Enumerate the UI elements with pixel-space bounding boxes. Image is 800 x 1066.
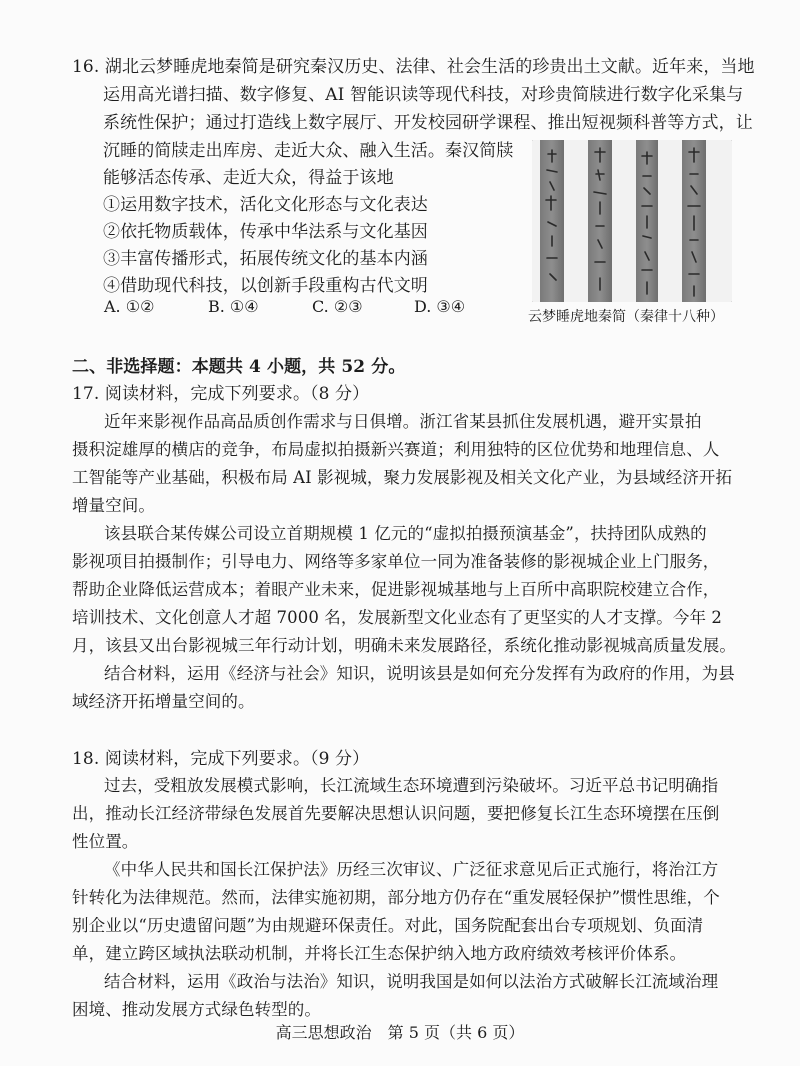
q17-line-2: 摄积淀雄厚的横店的竞争，布局虚拟拍摄新兴赛道；利用独特的区位优势和地理信息、人: [72, 440, 720, 459]
q16-line-3: 系统性保护；通过打造线上数字展厅、开发校园研学课程、推出短视频科普等方式，让: [103, 113, 753, 133]
page-footer: 高三思想政治 第 5 页（共 6 页）: [275, 1023, 525, 1042]
option-c: C. ②③: [312, 297, 363, 316]
q17-line-6: 影视项目拍摄制作；引导电力、网络等多家单位一同为准备装修的影视城企业上门服务，: [72, 552, 720, 571]
q16-options: [104, 297, 465, 316]
q16-line-1: 16. 湖北云梦睡虎地秦简是研究秦汉历史、法律、社会生活的珍贵出土文献。近年来，当地: [72, 57, 755, 77]
q17-line-5: 该县联合某传媒公司设立首期规模 1 亿元的“虚拟拍摄预演基金”，扶持团队成熟的: [104, 524, 707, 543]
q18-line-3: 性位置。: [72, 832, 139, 851]
q17-line-11: 域经济开拓增量空间的。: [72, 692, 255, 711]
q18-line-7: 单，建立跨区域执法联动机制，并将长江生态保护纳入地方政府绩效考核评价体系。: [72, 944, 687, 963]
q16-statement-4: ④借助现代科技，以创新手段重构古代文明: [103, 276, 428, 296]
q16-line-5: 能够活态传承、走近大众，得益于该地: [103, 168, 394, 188]
q16-line-4: 沉睡的简牍走出库房、走近大众、融入生活。秦汉简牍: [103, 141, 514, 161]
q16-line-2: 运用高光谱扫描、数字修复、AI 智能识读等现代科技，对珍贵简牍进行数字化采集与: [103, 85, 744, 105]
q17-line-7: 帮助企业降低运营成本；着眼产业未来，促进影视城基地与上百所中高职院校建立合作，: [72, 580, 720, 599]
q17-line-1: 近年来影视作品高品质创作需求与日俱增。浙江省某县抓住发展机遇，避开实景拍: [104, 412, 702, 431]
q16-statement-1: ①运用数字技术，活化文化形态与文化表达: [103, 195, 428, 215]
q18-line-5: 针转化为法律规范。然而，法律实施初期，部分地方仍存在“重发展轻保护”惯性思维，个: [72, 888, 720, 907]
q18-line-4: 《中华人民共和国长江保护法》历经三次审议、广泛征求意见后正式施行，将治江方: [104, 860, 719, 879]
q17-line-9: 月，该县又出台影视城三年行动计划，明确未来发展路径，系统化推动影视城高质量发展。: [72, 636, 736, 655]
q18-line-8: 结合材料，运用《政治与法治》知识，说明我国是如何以法治方式破解长江流域治理: [104, 972, 719, 991]
q18-line-9: 困境、推动发展方式绿色转型的。: [72, 1000, 321, 1019]
photo-caption: 云梦睡虎地秦简（秦律十八种）: [528, 309, 724, 325]
q18-line-6: 别企业以“历史遗留问题”为由规避环保责任。对此，国务院配套出台专项规划、负面清: [72, 916, 704, 935]
bamboo-slips-photo: [532, 140, 732, 302]
q18-title: 18. 阅读材料，完成下列要求。（9 分）: [72, 749, 370, 769]
q16-statement-2: ②依托物质载体，传承中华法系与文化基因: [103, 222, 428, 242]
section-heading: 二、非选择题：本题共 4 小题，共 52 分。: [72, 357, 406, 377]
q18-line-2: 出，推动长江经济带绿色发展首先要解决思想认识问题，要把修复长江生态环境摆在压倒: [72, 804, 720, 823]
q17-line-4: 增量空间。: [72, 496, 155, 515]
q16-statement-3: ③丰富传播形式，拓展传统文化的基本内涵: [103, 249, 428, 269]
option-a: A. ①②: [104, 297, 155, 316]
q17-line-3: 工智能等产业基础，积极布局 AI 影视城，聚力发展影视及相关文化产业，为县域经济开拓: [72, 468, 733, 487]
option-b: B. ①④: [208, 297, 259, 316]
q17-line-10: 结合材料，运用《经济与社会》知识，说明该县是如何充分发挥有为政府的作用，为县: [104, 664, 735, 683]
q17-title: 17. 阅读材料，完成下列要求。（8 分）: [72, 384, 370, 404]
q18-line-1: 过去，受粗放发展模式影响，长江流域生态环境遭到污染破坏。习近平总书记明确指: [104, 776, 719, 795]
option-d: D. ③④: [414, 297, 466, 316]
q17-line-8: 培训技术、文化创意人才超 7000 名，发展新型文化业态有了更坚实的人才支撑。今年 2: [72, 608, 723, 627]
